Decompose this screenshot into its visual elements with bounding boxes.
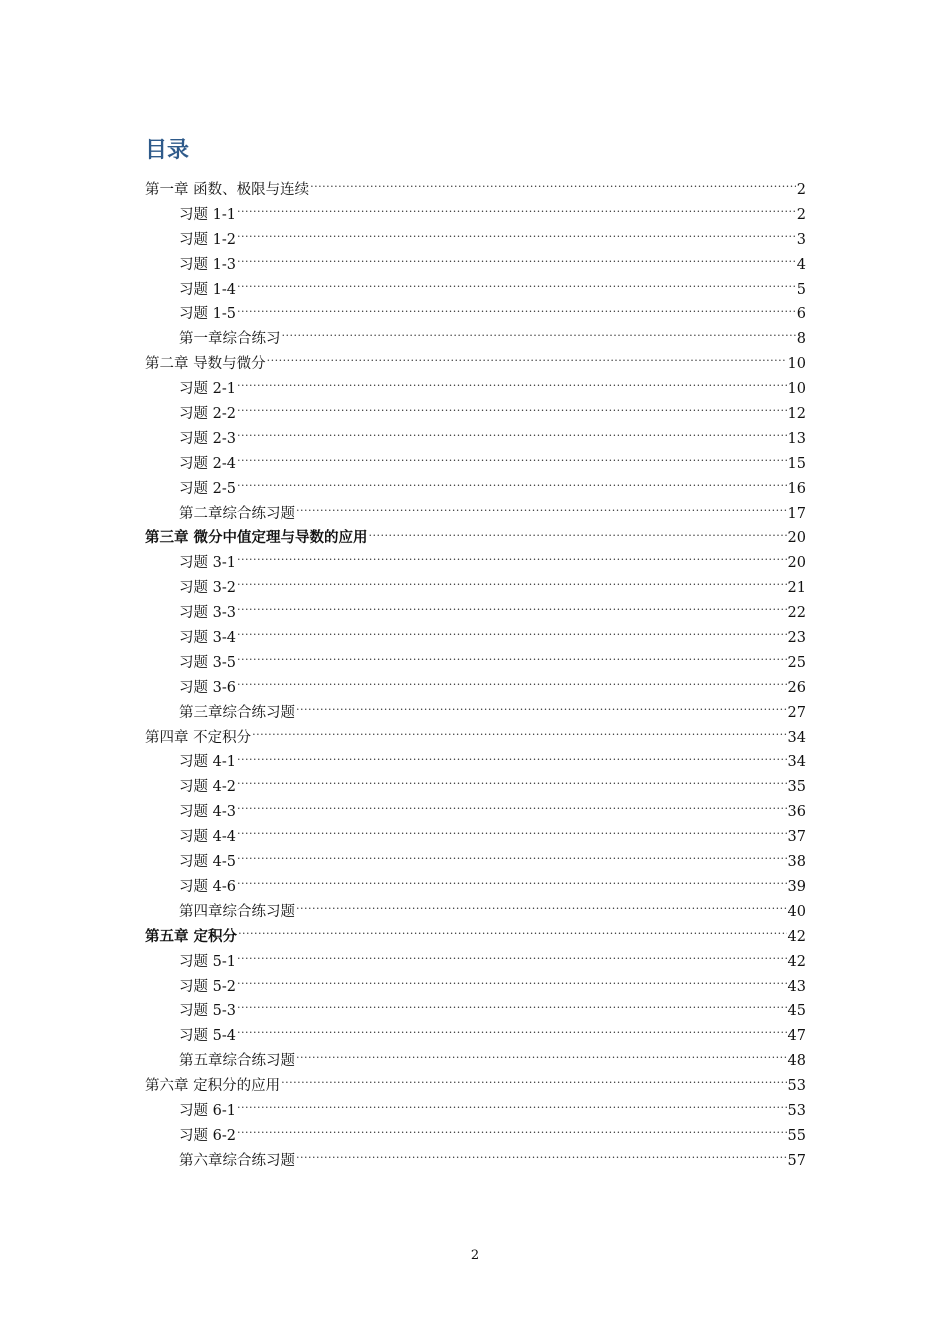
toc-section-entry[interactable] xyxy=(145,327,806,352)
toc-entry-label: 习题 2-4 xyxy=(179,455,236,472)
toc-section-entry[interactable] xyxy=(145,302,806,327)
toc-dot-leader xyxy=(282,329,796,344)
toc-entry-page: 55 xyxy=(787,1127,806,1144)
toc-entry-label: 第四章综合练习题 xyxy=(179,903,295,920)
toc-dot-leader xyxy=(237,478,787,493)
toc-entry-label: 习题 4-5 xyxy=(179,854,236,871)
toc-entry-label: 习题 6-1 xyxy=(179,1102,236,1119)
toc-dot-leader xyxy=(296,1051,787,1066)
toc-dot-leader xyxy=(296,702,787,717)
toc-entry-page: 23 xyxy=(787,630,806,647)
toc-dot-leader xyxy=(237,404,787,419)
toc-entry-label: 习题 1-2 xyxy=(179,231,236,248)
toc-entry-page: 42 xyxy=(787,928,806,945)
toc-dot-leader xyxy=(237,628,787,643)
toc-dot-leader xyxy=(237,827,787,842)
toc-section-entry[interactable] xyxy=(145,950,806,975)
toc-section-entry[interactable] xyxy=(145,452,806,477)
toc-section-entry[interactable] xyxy=(145,377,806,402)
toc-dot-leader xyxy=(296,901,787,916)
toc-section-entry[interactable] xyxy=(145,601,806,626)
toc-entry-label: 第六章综合练习题 xyxy=(179,1152,295,1169)
toc-section-entry[interactable] xyxy=(145,1024,806,1049)
toc-dot-leader xyxy=(237,976,787,991)
toc-entry-label: 习题 1-4 xyxy=(179,281,236,298)
toc-section-entry[interactable] xyxy=(145,999,806,1024)
toc-entry-label: 习题 3-3 xyxy=(179,605,236,622)
toc-entry-label: 习题 2-1 xyxy=(179,381,236,398)
toc-entry-label: 习题 4-4 xyxy=(179,829,236,846)
toc-section-entry[interactable] xyxy=(145,1049,806,1074)
toc-entry-label: 习题 3-2 xyxy=(179,580,236,597)
toc-dot-leader xyxy=(237,1100,787,1115)
toc-entry-page: 10 xyxy=(787,381,806,398)
toc-section-entry[interactable] xyxy=(145,502,806,527)
toc-entry-label: 习题 3-1 xyxy=(179,555,236,572)
toc-entry-label: 习题 5-4 xyxy=(179,1028,236,1045)
toc-entry-page: 47 xyxy=(787,1028,806,1045)
toc-dot-leader xyxy=(237,677,787,692)
toc-entry-page: 20 xyxy=(787,555,806,572)
toc-dot-leader xyxy=(237,752,787,767)
toc-section-entry[interactable] xyxy=(145,850,806,875)
toc-entry-label: 第一章综合练习 xyxy=(179,331,281,348)
toc-entry-label: 习题 5-3 xyxy=(179,1003,236,1020)
toc-entry-label: 习题 3-5 xyxy=(179,654,236,671)
toc-dot-leader xyxy=(310,180,796,195)
toc-dot-leader xyxy=(237,876,787,891)
toc-dot-leader xyxy=(267,354,787,369)
toc-entry-page: 39 xyxy=(787,878,806,895)
toc-section-entry[interactable] xyxy=(145,427,806,452)
toc-entry-page: 15 xyxy=(787,455,806,472)
toc-section-entry[interactable] xyxy=(145,651,806,676)
toc-dot-leader xyxy=(296,1150,787,1165)
toc-section-entry[interactable] xyxy=(145,825,806,850)
toc-dot-leader xyxy=(237,379,787,394)
toc-dot-leader xyxy=(237,1125,787,1140)
toc-entry-page: 40 xyxy=(787,903,806,920)
toc-entry-page: 43 xyxy=(787,978,806,995)
toc-entry-page: 10 xyxy=(787,356,806,373)
toc-entry-page: 48 xyxy=(787,1053,806,1070)
toc-dot-leader xyxy=(237,553,787,568)
toc-chapter-entry[interactable] xyxy=(145,925,806,950)
toc-section-entry[interactable] xyxy=(145,750,806,775)
toc-entry-page: 13 xyxy=(787,430,806,447)
toc-dot-leader xyxy=(237,802,787,817)
toc-chapter-entry[interactable] xyxy=(145,352,806,377)
toc-dot-leader xyxy=(237,777,787,792)
toc-title: 目录 xyxy=(145,138,190,163)
toc-entry-page: 2 xyxy=(796,206,806,223)
toc-section-entry[interactable] xyxy=(145,875,806,900)
toc-dot-leader xyxy=(238,926,786,941)
toc-entry-label: 第四章 不定积分 xyxy=(145,729,252,746)
toc-entry-label: 习题 6-2 xyxy=(179,1127,236,1144)
toc-entry-page: 45 xyxy=(787,1003,806,1020)
toc-list xyxy=(145,178,806,1174)
toc-dot-leader xyxy=(237,951,787,966)
toc-chapter-entry[interactable] xyxy=(145,726,806,751)
toc-section-entry[interactable] xyxy=(145,203,806,228)
toc-entry-page: 53 xyxy=(787,1102,806,1119)
toc-entry-page: 21 xyxy=(787,580,806,597)
toc-section-entry[interactable] xyxy=(145,402,806,427)
toc-entry-label: 习题 5-2 xyxy=(179,978,236,995)
toc-chapter-entry[interactable] xyxy=(145,1074,806,1099)
toc-section-entry[interactable] xyxy=(145,775,806,800)
toc-entry-label: 习题 4-6 xyxy=(179,878,236,895)
toc-section-entry[interactable] xyxy=(145,551,806,576)
toc-entry-page: 34 xyxy=(787,754,806,771)
toc-entry-label: 习题 4-2 xyxy=(179,779,236,796)
toc-entry-label: 第三章综合练习题 xyxy=(179,704,295,721)
toc-entry-label: 习题 2-3 xyxy=(179,430,236,447)
toc-dot-leader xyxy=(237,652,787,667)
toc-dot-leader xyxy=(237,304,796,319)
toc-section-entry[interactable] xyxy=(145,1149,806,1174)
page-number: 2 xyxy=(470,1248,480,1263)
toc-dot-leader xyxy=(369,528,787,543)
toc-entry-page: 22 xyxy=(787,605,806,622)
toc-section-entry[interactable] xyxy=(145,975,806,1000)
toc-entry-page: 20 xyxy=(787,530,806,547)
toc-dot-leader xyxy=(252,727,786,742)
toc-entry-label: 习题 5-1 xyxy=(179,953,236,970)
toc-chapter-entry[interactable] xyxy=(145,526,806,551)
toc-section-entry[interactable] xyxy=(145,800,806,825)
toc-entry-label: 习题 1-1 xyxy=(179,206,236,223)
toc-dot-leader xyxy=(296,503,787,518)
toc-dot-leader xyxy=(237,578,787,593)
toc-entry-page: 36 xyxy=(787,804,806,821)
toc-dot-leader xyxy=(281,1076,786,1091)
toc-section-entry[interactable] xyxy=(145,1124,806,1149)
toc-entry-label: 习题 4-1 xyxy=(179,754,236,771)
toc-entry-label: 第六章 定积分的应用 xyxy=(145,1078,281,1095)
toc-entry-page: 4 xyxy=(796,256,806,273)
toc-entry-page: 2 xyxy=(796,182,806,198)
toc-entry-page: 12 xyxy=(787,406,806,423)
toc-entry-label: 习题 1-5 xyxy=(179,306,236,323)
toc-dot-leader xyxy=(237,1001,787,1016)
toc-dot-leader xyxy=(237,453,787,468)
toc-section-entry[interactable] xyxy=(145,477,806,502)
toc-entry-label: 第一章 函数、极限与连续 xyxy=(145,182,310,198)
toc-entry-label: 第五章综合练习题 xyxy=(179,1053,295,1070)
toc-section-entry[interactable] xyxy=(145,900,806,925)
toc-entry-page: 37 xyxy=(787,829,806,846)
toc-dot-leader xyxy=(237,1026,787,1041)
toc-dot-leader xyxy=(237,229,796,244)
toc-dot-leader xyxy=(237,254,796,269)
toc-entry-label: 习题 2-2 xyxy=(179,406,236,423)
toc-section-entry[interactable] xyxy=(145,278,806,303)
toc-dot-leader xyxy=(237,852,787,867)
toc-entry-page: 57 xyxy=(787,1152,806,1169)
toc-entry-label: 第二章综合练习题 xyxy=(179,505,295,522)
toc-entry-page: 34 xyxy=(787,729,806,746)
toc-dot-leader xyxy=(237,279,796,294)
toc-entry-page: 8 xyxy=(796,331,806,348)
toc-entry-page: 3 xyxy=(796,231,806,248)
toc-section-entry[interactable] xyxy=(145,228,806,253)
toc-entry-page: 26 xyxy=(787,679,806,696)
toc-entry-page: 6 xyxy=(796,306,806,323)
toc-entry-page: 25 xyxy=(787,654,806,671)
toc-entry-page: 38 xyxy=(787,854,806,871)
toc-entry-page: 27 xyxy=(787,704,806,721)
toc-dot-leader xyxy=(237,603,787,618)
toc-section-entry[interactable] xyxy=(145,676,806,701)
toc-entry-page: 5 xyxy=(796,281,806,298)
toc-entry-label: 第二章 导数与微分 xyxy=(145,356,266,373)
toc-section-entry[interactable] xyxy=(145,1099,806,1124)
toc-entry-label: 习题 2-5 xyxy=(179,480,236,497)
toc-chapter-entry[interactable] xyxy=(145,178,806,203)
toc-entry-label: 第三章 微分中值定理与导数的应用 xyxy=(145,529,368,547)
toc-section-entry[interactable] xyxy=(145,576,806,601)
toc-dot-leader xyxy=(237,428,787,443)
toc-section-entry[interactable] xyxy=(145,253,806,278)
toc-entry-label: 习题 4-3 xyxy=(179,804,236,821)
toc-entry-label: 习题 3-4 xyxy=(179,630,236,647)
toc-entry-page: 42 xyxy=(787,953,806,970)
toc-entry-label: 习题 3-6 xyxy=(179,679,236,696)
toc-dot-leader xyxy=(237,204,796,219)
toc-entry-page: 16 xyxy=(787,480,806,497)
toc-entry-page: 17 xyxy=(787,505,806,522)
toc-entry-label: 第五章 定积分 xyxy=(145,927,238,945)
toc-entry-page: 35 xyxy=(787,779,806,796)
toc-section-entry[interactable] xyxy=(145,626,806,651)
toc-section-entry[interactable] xyxy=(145,701,806,726)
toc-entry-page: 53 xyxy=(787,1078,806,1095)
toc-entry-label: 习题 1-3 xyxy=(179,256,236,273)
